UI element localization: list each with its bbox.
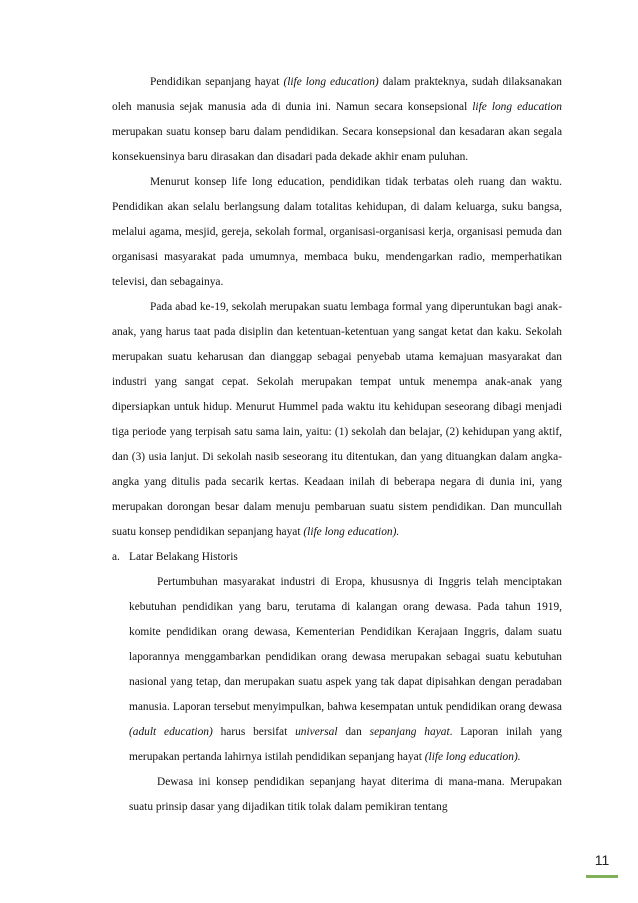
italic-text-run: universal: [295, 726, 338, 738]
text-run: dalam prakteknya, sudah dilaksanakan oleh manusia sejak manusia ada di dunia ini. Namun secara konsepsional: [112, 76, 562, 113]
section-paragraph-1: [129, 570, 562, 770]
section-heading: [112, 545, 562, 570]
section-body: [129, 570, 562, 820]
italic-text-run: life long education: [472, 101, 562, 113]
page-number-rule: [586, 875, 618, 878]
italic-text-run: (adult education): [129, 726, 213, 738]
text-run: . Laporan inilah yang merupakan pertanda lahirnya istilah pendidikan sepanjang hayat: [129, 726, 562, 763]
paragraph-2: [112, 170, 562, 295]
text-run: dan: [337, 726, 370, 738]
text-run: Pertumbuhan masyarakat industri di Eropa, khususnya di Inggris telah menciptakan kebutuhan pendidikan yang baru, terutama di kalangan orang dewasa. Pada tahun 1919, komite pendidikan orang dewasa, Kementerian Pendidikan Kerajaan Inggris, dalam suatu laporannya menggambarkan pendidikan orang dewasa merupakan sebagai suatu kebutuhan nasional yang tetap, dan merupakan suatu aspek yang tak dapat dipisahkan dengan peradaban manusia. Laporan tersebut menyimpulkan, bahwa kesempatan untuk pendidikan orang dewasa: [129, 576, 562, 713]
body-text: [112, 70, 562, 820]
text-run: Dewasa ini konsep pendidikan sepanjang hayat diterima di mana-mana. Merupakan suatu prinsip dasar yang dijadikan titik tolak dalam pemikiran tentang: [129, 776, 562, 813]
italic-text-run: (life long education).: [303, 526, 400, 538]
text-run: Menurut konsep life long education, pendidikan tidak terbatas oleh ruang dan waktu. Pendidikan akan selalu berlangsung dalam totalitas kehidupan, di dalam keluarga, suku bangsa, melalui agama, mesjid, gereja, sekolah formal, organisasi-organisasi kerja, organisasi pemuda dan organisasi masyarakat pada umumnya, membaca buku, mendengarkan radio, memperhatikan televisi, dan sebagainya.: [112, 176, 562, 288]
paragraph-3: [112, 295, 562, 545]
page-number: 11: [594, 852, 610, 868]
text-run: merupakan suatu konsep baru dalam pendidikan. Secara konsepsional dan kesadaran akan segala konsekuensinya baru dirasakan dan disadari pada dekade akhir enam puluhan.: [112, 126, 562, 163]
section-letter: a.: [112, 551, 120, 563]
paragraph-1: [112, 70, 562, 170]
italic-text-run: (life long education).: [424, 751, 521, 763]
text-run: Pendidikan sepanjang hayat: [150, 76, 284, 88]
italic-text-run: sepanjang hayat: [369, 726, 450, 738]
italic-text-run: (life long education): [283, 76, 379, 88]
text-run: harus bersifat: [212, 726, 296, 738]
text-run: Pada abad ke-19, sekolah merupakan suatu lembaga formal yang diperuntukan bagi anak-anak, yang harus taat pada disiplin dan ketentuan-ketentuan yang sangat ketat dan kaku. Sekolah merupakan suatu keharusan dan dianggap sebagai penyebab utama kemajuan masyarakat dan industri yang sangat cepat. Sekolah merupakan tempat untuk menempa anak-anak yang dipersiapkan untuk hidup. Menurut Hummel pada waktu itu kehidupan seseorang dibagi menjadi tiga periode yang terpisah satu sama lain, yaitu: (1) sekolah dan belajar, (2) kehidupan yang aktif, dan (3) usia lanjut. Di sekolah nasib seseorang itu ditentukan, dan yang dituangkan dalam angka-angka yang ditulis pada secarik kertas. Keadaan inilah di beberapa negara di dunia ini, yang merupakan dorongan besar dalam menuju pembaruan suatu sistem pendidikan. Dan muncullah suatu konsep pendidikan sepanjang hayat: [112, 301, 562, 538]
section-title: Latar Belakang Historis: [129, 551, 238, 563]
section-paragraph-2: [129, 770, 562, 820]
